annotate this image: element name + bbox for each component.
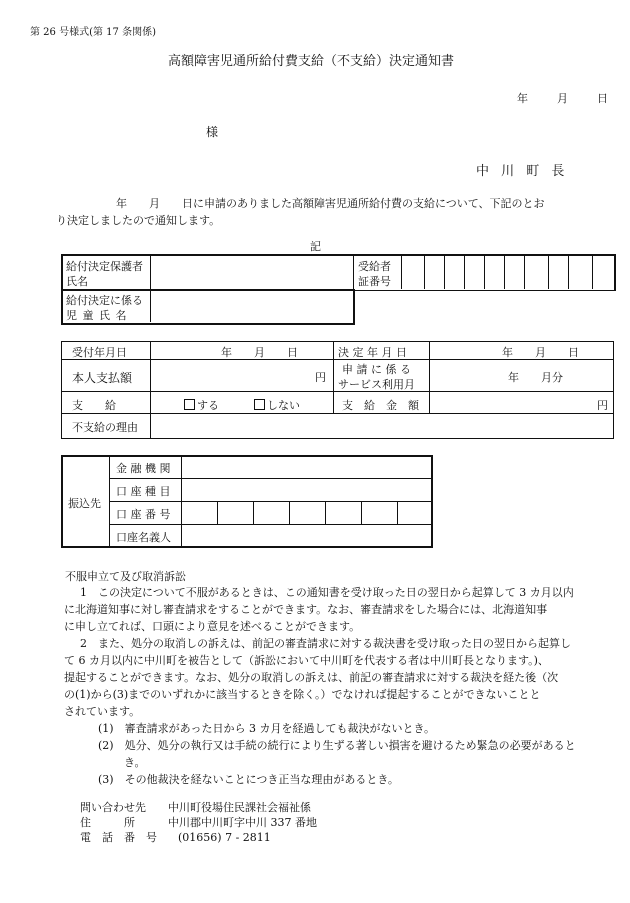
note-line: (3) その他裁決を経ないことにつき正当な理由があるとき。 xyxy=(98,773,399,786)
honorific: 様 xyxy=(206,125,219,139)
checkbox-icon[interactable] xyxy=(184,399,195,410)
account-number-label: 口 座 番 号 xyxy=(116,508,171,521)
intro-line-2: り決定しましたので通知します。 xyxy=(56,214,221,227)
child-label-2: 児 童 氏 名 xyxy=(66,309,128,322)
checkbox-icon[interactable] xyxy=(254,399,265,410)
note-line: の(1)から(3)までのいずれかに該当するときを除く。）でなければ提起することができないことと xyxy=(64,688,541,701)
decided-date-value[interactable]: 年 月 日 xyxy=(502,346,579,359)
amount-unit: 円 xyxy=(597,399,608,412)
self-pay-label: 本人支払額 xyxy=(72,371,133,385)
note-line: されています。 xyxy=(64,705,141,718)
service-month-value[interactable]: 年 月分 xyxy=(508,371,563,384)
option-no-label: しない xyxy=(267,399,300,412)
phone-label: 電 話 番 号 xyxy=(80,831,157,844)
reason-label: 不支給の理由 xyxy=(72,421,138,434)
form-number: 第 26 号様式(第 17 条関係) xyxy=(30,27,156,38)
note-line: (1) 審査請求があった日から 3 カ月を経過しても裁決がないとき。 xyxy=(98,722,436,735)
intro-line-1: 年 月 日に申請のありました高額障害児通所給付費の支給について、下記のとお xyxy=(116,197,545,210)
account-number-field[interactable] xyxy=(183,503,427,523)
guardian-name-field[interactable] xyxy=(152,256,351,287)
service-label-2: サービス利用月 xyxy=(338,378,415,391)
received-date-value[interactable]: 年 月 日 xyxy=(221,346,298,359)
inquiry-label: 問い合わせ先 xyxy=(80,801,146,814)
month-label: 月 xyxy=(557,92,568,105)
account-type-label: 口 座 種 目 xyxy=(116,485,171,498)
child-name-field[interactable] xyxy=(152,290,351,321)
decided-date-label: 決 定 年 月 日 xyxy=(338,346,407,359)
service-label-1: 申 請 に 係 る xyxy=(342,363,411,376)
issuer: 中 川 町 長 xyxy=(476,164,569,179)
day-label: 日 xyxy=(597,92,608,105)
note-line: 2 また、処分の取消しの訴えは、前記の審査請求に対する裁決書を受け取った日の翌日から起算し xyxy=(80,637,571,650)
bank-name-field[interactable] xyxy=(183,457,427,477)
ki-heading: 記 xyxy=(310,240,321,253)
guardian-label-1: 給付決定保護者 xyxy=(66,260,143,273)
address-label: 住 所 xyxy=(80,816,135,829)
year-label: 年 xyxy=(517,92,528,105)
option-yes-label: する xyxy=(197,399,219,412)
reason-field[interactable] xyxy=(152,415,610,436)
payment-label: 支 給 xyxy=(72,399,116,412)
note-line: て 6 カ月以内に中川町を被告として（訴訟において中川町を代表する者は中川町長となります。)、 xyxy=(64,654,549,667)
self-pay-unit: 円 xyxy=(315,371,326,384)
cert-label-1: 受給者 xyxy=(358,260,391,273)
note-line: (2) 処分、処分の執行又は手続の続行により生ずる著しい損害を避けるため緊急の必要があると xyxy=(98,739,576,752)
account-holder-label: 口座名義人 xyxy=(116,531,171,544)
child-label-1: 給付決定に係る xyxy=(66,294,143,307)
guardian-label-2: 氏名 xyxy=(66,275,88,288)
account-holder-field[interactable] xyxy=(183,526,427,544)
bank-name-label: 金 融 機 関 xyxy=(116,462,171,475)
note-line: 1 この決定について不服があるときは、この通知書を受け取った日の翌日から起算して 3 カ月以内 xyxy=(80,586,574,599)
amount-label: 支 給 金 額 xyxy=(342,399,419,412)
note-line: 提起することができます。なお、処分の取消しの訴えは、前記の審査請求に対する裁決を経た後（次 xyxy=(64,671,559,684)
contact-block xyxy=(80,800,317,845)
account-type-field[interactable] xyxy=(183,480,427,500)
address-value: 中川郡中川町字中川 337 番地 xyxy=(168,816,317,829)
bank-section-label: 振込先 xyxy=(68,497,101,510)
payment-option-no[interactable] xyxy=(254,397,300,413)
note-line: に申し立てれば、口頭により意見を述べることができます。 xyxy=(64,620,361,633)
recipient-table xyxy=(61,254,614,324)
cert-label-2: 証番号 xyxy=(358,275,391,288)
note-line: に北海道知事に対し審査請求をすることができます。なお、審査請求をした場合には、北海道知事 xyxy=(64,603,548,616)
payment-option-yes[interactable] xyxy=(184,397,219,413)
decision-table xyxy=(61,341,614,439)
notes-body xyxy=(64,584,610,788)
notes-heading: 不服申立て及び取消訴訟 xyxy=(65,570,186,583)
bank-table xyxy=(61,455,433,548)
note-line: き。 xyxy=(124,756,146,769)
page-title: 高額障害児通所給付費支給（不支給）決定通知書 xyxy=(168,54,455,69)
inquiry-value: 中川町役場住民課社会福祉係 xyxy=(168,801,311,814)
received-date-label: 受付年月日 xyxy=(72,346,127,359)
issue-date xyxy=(517,90,608,106)
phone-value: (01656) 7 - 2811 xyxy=(178,831,271,844)
